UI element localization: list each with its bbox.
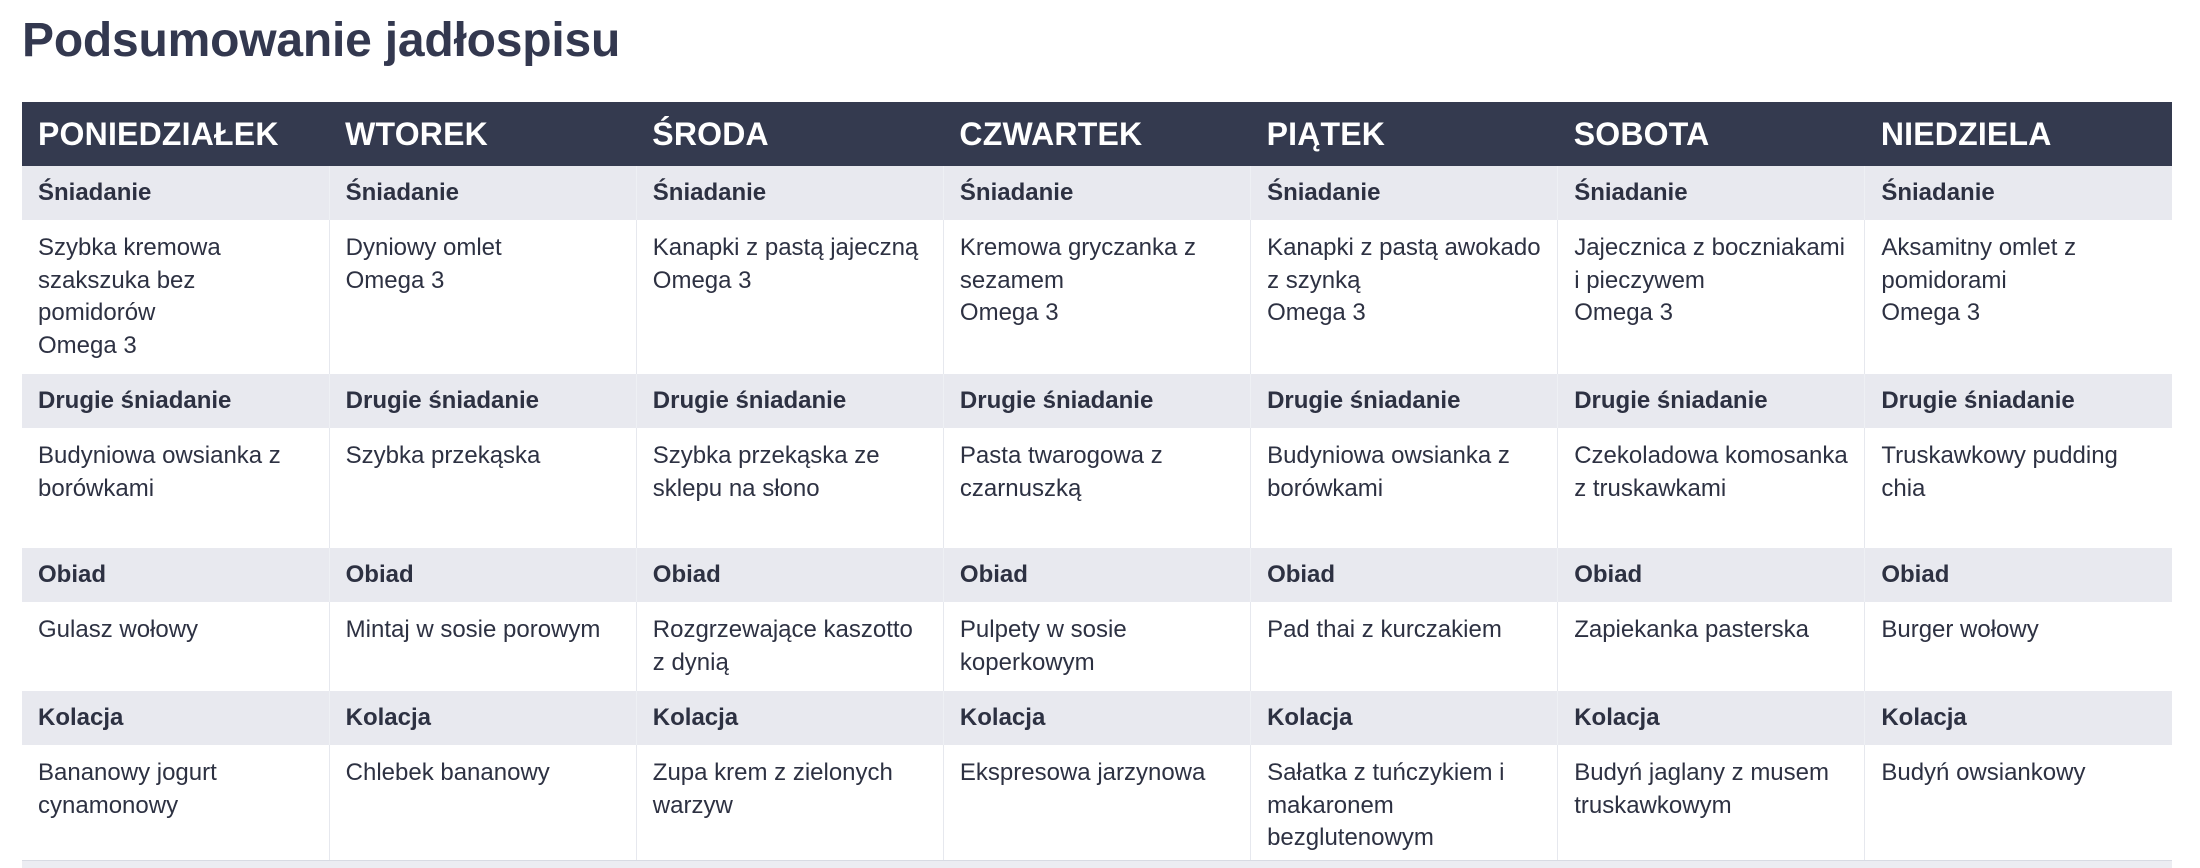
meal-label-breakfast: Śniadanie bbox=[1558, 166, 1865, 220]
dish-cell: Pulpety w sosie koperkowym bbox=[943, 602, 1250, 691]
dish-cell: Pasta twarogowa z czarnuszką bbox=[943, 428, 1250, 548]
dish-cell bbox=[22, 220, 329, 374]
dish-name: Jajecznica z boczniakami i pieczywem bbox=[1574, 234, 1845, 294]
lunch-label-row bbox=[22, 548, 2172, 602]
dinner-dish-row bbox=[22, 745, 2172, 867]
dish-name: Kanapki z pastą jajeczną bbox=[652, 234, 919, 261]
page-title: Podsumowanie jadłospisu bbox=[22, 14, 621, 67]
table-bottom-strip bbox=[22, 860, 2172, 868]
dish-cell bbox=[943, 220, 1250, 374]
dish-cell bbox=[636, 220, 943, 374]
meal-label-dinner: Kolacja bbox=[1251, 691, 1558, 745]
meal-label-breakfast: Śniadanie bbox=[636, 166, 943, 220]
meal-label-breakfast: Śniadanie bbox=[329, 166, 636, 220]
meal-plan-table bbox=[22, 102, 2172, 867]
dish-extra: Omega 3 bbox=[1881, 299, 1981, 326]
breakfast-label-row bbox=[22, 166, 2172, 220]
dish-cell: Bananowy jogurt cynamonowy bbox=[22, 745, 329, 867]
dish-cell: Budyniowa owsianka z borówkami bbox=[22, 428, 329, 548]
dish-cell: Truskawkowy pudding chia bbox=[1865, 428, 2172, 548]
dish-cell: Szybka przekąska ze sklepu na słono bbox=[636, 428, 943, 548]
dish-cell bbox=[1251, 220, 1558, 374]
meal-label-lunch: Obiad bbox=[329, 548, 636, 602]
dish-cell: Sałatka z tuńczykiem i makaronem bezglutenowym bbox=[1251, 745, 1558, 867]
dish-name: Kanapki z pastą awokado z szynką bbox=[1267, 234, 1541, 294]
meal-label-lunch: Obiad bbox=[636, 548, 943, 602]
meal-label-lunch: Obiad bbox=[943, 548, 1250, 602]
meal-label-dinner: Kolacja bbox=[329, 691, 636, 745]
dish-cell bbox=[1558, 220, 1865, 374]
meal-label-dinner: Kolacja bbox=[1865, 691, 2172, 745]
dish-cell: Chlebek bananowy bbox=[329, 745, 636, 867]
dish-cell: Zapiekanka pasterska bbox=[1558, 602, 1865, 691]
meal-label-second-breakfast: Drugie śniadanie bbox=[1558, 374, 1865, 428]
breakfast-dish-row bbox=[22, 220, 2172, 374]
meal-label-breakfast: Śniadanie bbox=[943, 166, 1250, 220]
meal-label-second-breakfast: Drugie śniadanie bbox=[329, 374, 636, 428]
dish-cell: Czekoladowa komosanka z truskawkami bbox=[1558, 428, 1865, 548]
dish-cell: Budyń owsiankowy bbox=[1865, 745, 2172, 867]
dish-extra: Omega 3 bbox=[38, 331, 137, 359]
dish-cell: Gulasz wołowy bbox=[22, 602, 329, 691]
day-header-sunday: NIEDZIELA bbox=[1865, 102, 2172, 166]
meal-label-second-breakfast: Drugie śniadanie bbox=[943, 374, 1250, 428]
dish-name: Szybka kremowa szakszuka bez pomidorów bbox=[38, 234, 221, 326]
day-header-tuesday: WTOREK bbox=[329, 102, 636, 166]
second-breakfast-dish-row bbox=[22, 428, 2172, 548]
meal-label-lunch: Obiad bbox=[22, 548, 329, 602]
dish-cell bbox=[329, 220, 636, 374]
meal-label-second-breakfast: Drugie śniadanie bbox=[1865, 374, 2172, 428]
dish-cell: Ekspresowa jarzynowa bbox=[943, 745, 1250, 867]
meal-label-second-breakfast: Drugie śniadanie bbox=[22, 374, 329, 428]
meal-label-dinner: Kolacja bbox=[1558, 691, 1865, 745]
dish-extra: Omega 3 bbox=[959, 299, 1059, 326]
day-header-friday: PIĄTEK bbox=[1251, 102, 1558, 166]
meal-label-second-breakfast: Drugie śniadanie bbox=[636, 374, 943, 428]
meal-label-lunch: Obiad bbox=[1251, 548, 1558, 602]
meal-label-lunch: Obiad bbox=[1865, 548, 2172, 602]
dish-cell: Zupa krem z zielonych warzyw bbox=[636, 745, 943, 867]
dish-extra: Omega 3 bbox=[652, 266, 752, 294]
dish-extra: Omega 3 bbox=[1574, 299, 1673, 326]
day-header-thursday: CZWARTEK bbox=[943, 102, 1250, 166]
meal-label-breakfast: Śniadanie bbox=[1251, 166, 1558, 220]
day-header-row bbox=[22, 102, 2172, 166]
dish-name: Aksamitny omlet z pomidorami bbox=[1881, 234, 2077, 294]
dish-cell: Pad thai z kurczakiem bbox=[1251, 602, 1558, 691]
dish-cell: Budyniowa owsianka z borówkami bbox=[1251, 428, 1558, 548]
dish-name: Kremowa gryczanka z sezamem bbox=[959, 234, 1197, 294]
dish-cell: Burger wołowy bbox=[1865, 602, 2172, 691]
meal-label-dinner: Kolacja bbox=[636, 691, 943, 745]
day-header-saturday: SOBOTA bbox=[1558, 102, 1865, 166]
meal-label-lunch: Obiad bbox=[1558, 548, 1865, 602]
meal-label-dinner: Kolacja bbox=[22, 691, 329, 745]
dish-name: Dyniowy omlet bbox=[345, 234, 502, 261]
dish-cell: Mintaj w sosie porowym bbox=[329, 602, 636, 691]
meal-label-breakfast: Śniadanie bbox=[1865, 166, 2172, 220]
dish-extra: Omega 3 bbox=[345, 266, 445, 294]
dinner-label-row bbox=[22, 691, 2172, 745]
dish-cell: Rozgrzewające kaszotto z dynią bbox=[636, 602, 943, 691]
meal-label-dinner: Kolacja bbox=[943, 691, 1250, 745]
dish-extra: Omega 3 bbox=[1267, 299, 1366, 326]
dish-cell: Szybka przekąska bbox=[329, 428, 636, 548]
day-header-monday: PONIEDZIAŁEK bbox=[22, 102, 329, 166]
dish-cell bbox=[1865, 220, 2172, 374]
dish-cell: Budyń jaglany z musem truskawkowym bbox=[1558, 745, 1865, 867]
meal-label-second-breakfast: Drugie śniadanie bbox=[1251, 374, 1558, 428]
lunch-dish-row bbox=[22, 602, 2172, 691]
second-breakfast-label-row bbox=[22, 374, 2172, 428]
meal-label-breakfast: Śniadanie bbox=[22, 166, 329, 220]
day-header-wednesday: ŚRODA bbox=[636, 102, 943, 166]
